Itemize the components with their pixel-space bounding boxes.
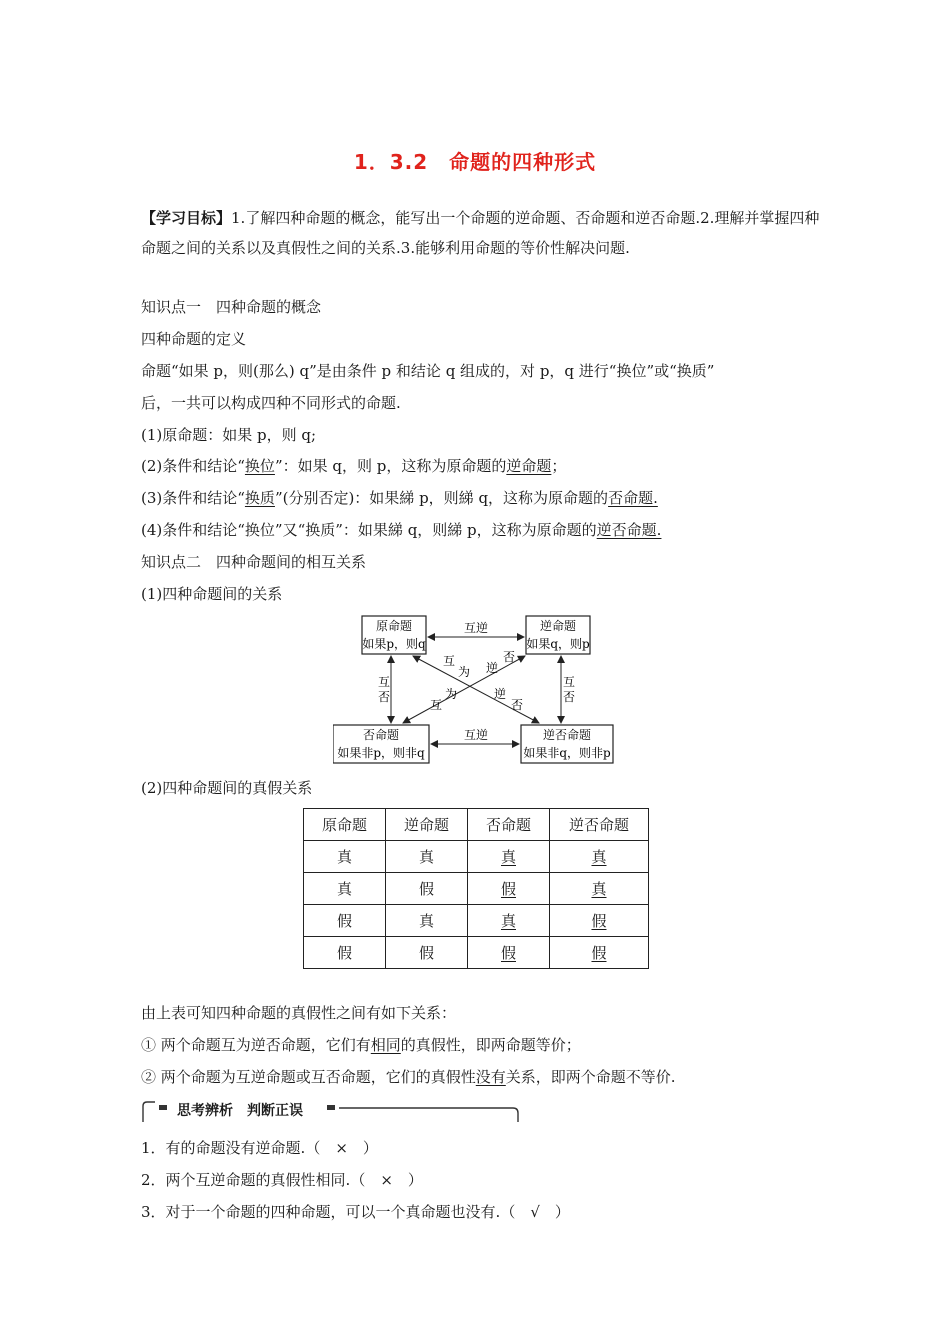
diag-label-2: 为 <box>457 665 471 679</box>
kp1-item3 <box>141 488 821 508</box>
box-original-body: 如果p，则q <box>362 637 426 651</box>
kp2-sub2: (2)四种命题间的真假关系 <box>141 779 313 797</box>
summary-rule1 <box>141 1035 821 1055</box>
item4-blank-contrapositive: 逆否命题. <box>596 521 662 539</box>
table-cell: 真 <box>500 912 516 930</box>
arrow-diagonal-down <box>413 656 539 723</box>
item2-blank-converse: 逆命题 <box>506 457 552 475</box>
label-bottom: 互逆 <box>463 728 489 742</box>
box-inverse-body: 如果非p，则非q <box>337 746 425 760</box>
box-contrapositive <box>521 725 613 763</box>
item3-blank-negate: 换质 <box>244 489 275 507</box>
table-header: 逆否命题 <box>550 809 649 841</box>
table-cell: 假 <box>386 937 468 969</box>
summary-lead: 由上表可知四种命题的真假性之间有如下关系： <box>141 1004 457 1022</box>
table-cell: 真 <box>304 873 386 905</box>
table-cell: 真 <box>386 841 468 873</box>
kp1-item1: (1)原命题：如果 p，则 q; <box>141 426 317 444</box>
question-3: 3．对于一个命题的四种命题，可以一个真命题也没有.（ √ ） <box>141 1203 570 1221</box>
four-propositions-diagram <box>333 612 616 768</box>
table-cell: 假 <box>304 937 386 969</box>
goals-text: 1.了解四种命题的概念，能写出一个命题的逆命题、否命题和逆否命题.2.理解并掌握四种命题之间的关系以及真假性之间的关系.3.能够利用命题的等价性解决问题. <box>141 209 820 257</box>
box-converse-body: 如果q，则p <box>526 637 590 651</box>
kp1-subheading: 四种命题的定义 <box>141 330 247 348</box>
box-original-title: 原命题 <box>375 619 413 633</box>
kp1-heading: 知识点一 四种命题的概念 <box>141 298 322 316</box>
kp1-item2 <box>141 456 821 476</box>
summary-rule2 <box>141 1067 821 1087</box>
table-cell: 真 <box>386 905 468 937</box>
diag-label-4: 否 <box>502 650 516 664</box>
item3-blank-inverse: 否命题. <box>608 489 658 507</box>
table-cell: 真 <box>591 848 607 866</box>
table-cell: 假 <box>591 912 607 930</box>
kp1-intro-line2: 后，一共可以构成四种不同形式的命题. <box>141 394 401 412</box>
think-section-header <box>141 1098 521 1124</box>
rule1-text-c: 的真假性，即两命题等价； <box>400 1036 581 1054</box>
diag-label-1: 互 <box>442 654 456 668</box>
item3-text-a: (3)条件和结论“ <box>141 489 245 507</box>
table-cell: 假 <box>591 944 607 962</box>
item2-text-e: ； <box>551 457 567 475</box>
label-left-b: 否 <box>377 690 391 704</box>
table-cell: 真 <box>591 880 607 898</box>
rule2-text-a: ② 两个命题为互逆命题或互否命题，它们的真假性 <box>141 1068 476 1086</box>
table-header: 原命题 <box>304 809 386 841</box>
kp1-item4 <box>141 520 821 540</box>
table-cell: 假 <box>386 873 468 905</box>
goals-label: 【学习目标】 <box>141 209 232 227</box>
table-row <box>304 873 649 905</box>
table-cell: 真 <box>304 841 386 873</box>
diag-label-7: 逆 <box>493 687 507 701</box>
rule1-text-a: ① 两个命题互为逆否命题，它们有 <box>141 1036 371 1054</box>
rule2-text-c: 关系，即两个命题不等价. <box>505 1068 676 1086</box>
table-cell: 真 <box>500 848 516 866</box>
item2-text-a: (2)条件和结论“ <box>141 457 245 475</box>
label-top: 互逆 <box>463 621 489 635</box>
table-row <box>304 905 649 937</box>
table-cell: 假 <box>304 905 386 937</box>
table-header-row <box>304 809 649 841</box>
box-original <box>362 616 426 654</box>
label-left-a: 互 <box>377 675 391 689</box>
table-row <box>304 841 649 873</box>
box-converse <box>526 616 590 654</box>
rule2-blank: 没有 <box>475 1068 506 1086</box>
box-converse-title: 逆命题 <box>539 619 577 633</box>
kp2-heading: 知识点二 四种命题间的相互关系 <box>141 553 367 571</box>
item3-text-c: ”(分别否定)：如果綈 p，则綈 q，这称为原命题的 <box>274 489 609 507</box>
box-contrapositive-title: 逆否命题 <box>542 728 592 742</box>
rule1-blank: 相同 <box>370 1036 401 1054</box>
table-cell: 假 <box>500 944 516 962</box>
think-label: 思考辨析 判断正误 <box>177 1103 303 1119</box>
item2-text-c: ”：如果 q，则 p，这称为原命题的 <box>274 457 507 475</box>
diag-label-6: 为 <box>444 687 458 701</box>
diag-label-5: 互 <box>429 698 443 712</box>
truth-table <box>303 808 649 969</box>
kp2-sub1: (1)四种命题间的关系 <box>141 585 283 603</box>
table-header: 否命题 <box>468 809 550 841</box>
table-header: 逆命题 <box>386 809 468 841</box>
diag-label-3: 逆 <box>485 661 499 675</box>
learning-goals <box>141 203 821 263</box>
box-inverse <box>333 725 429 763</box>
item4-text-a: (4)条件和结论“换位”又“换质”：如果綈 q，则綈 p，这称为原命题的 <box>141 521 597 539</box>
kp1-intro-line1: 命题“如果 p，则(那么) q”是由条件 p 和结论 q 组成的，对 p，q 进行“换位”或“换质” <box>141 362 715 380</box>
table-row <box>304 937 649 969</box>
box-contrapositive-body: 如果非q，则非p <box>523 746 611 760</box>
page-title: 1．3.2 命题的四种形式 <box>353 150 597 174</box>
box-inverse-title: 否命题 <box>362 728 400 742</box>
label-right-b: 否 <box>562 690 576 704</box>
table-cell: 假 <box>500 880 516 898</box>
question-2: 2．两个互逆命题的真假性相同.（ × ） <box>141 1171 423 1189</box>
item2-blank-swap: 换位 <box>244 457 275 475</box>
diag-label-8: 否 <box>510 698 524 712</box>
question-1: 1．有的命题没有逆命题.（ × ） <box>141 1139 378 1157</box>
label-right-a: 互 <box>562 675 576 689</box>
